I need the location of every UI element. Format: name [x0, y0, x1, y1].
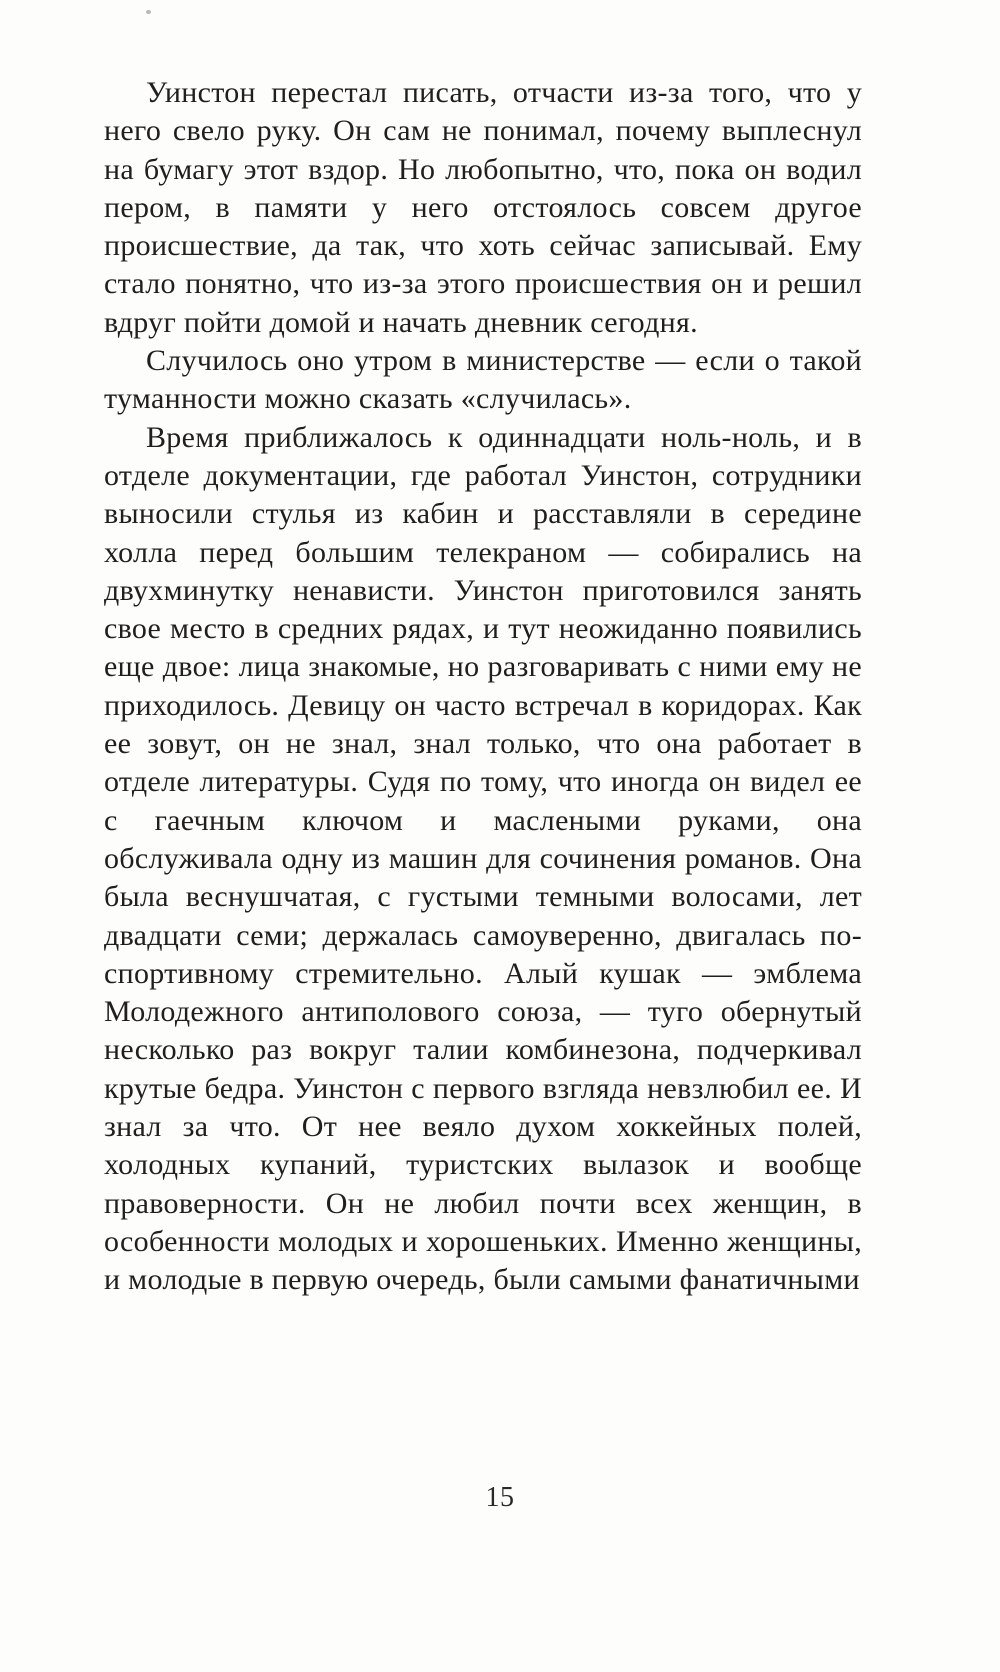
page-number: 15 — [485, 1482, 515, 1513]
paragraph: Время приближалось к одиннадцати ноль-ноль, и в отделе документации, где работал Уинстон, сотрудники выносили стулья из кабин и расставляли в середине холла перед большим телекраном — собирались на двухминутку ненависти. Уинстон приготовился занять свое место в средних рядах, и тут неожиданно появились еще двое: лица знакомые, но разговаривать с ними ему не приходилось. Девицу он часто встречал в коридорах. Как ее зовут, он не знал, знал только, что она работает в отделе литературы. Судя по тому, что иногда он видел ее с гаечным ключом и маслеными руками, она обслуживала одну из машин для сочинения романов. Она была веснушчатая, с густыми темными волосами, лет двадцати семи; держалась самоуверенно, двигалась по-спортивному стремительно. Алый кушак — эмблема Молодежного антиполового союза, — туго обернутый несколько раз вокруг талии комбинезона, подчеркивал крутые бедра. Уинстон с первого взгляда невзлюбил ее. И знал за что. От нее веяло духом хоккейных полей, холодных купаний, туристских вылазок и вообще правоверности. Он не любил почти всех женщин, в особенности молодых и хорошеньких. Именно женщины, и молодые в первую очередь, были самыми фанатичными — [104, 420, 862, 1297]
paragraph: Уинстон перестал писать, отчасти из-за того, что у него свело руку. Он сам не понимал, почему выплеснул на бумагу этот вздор. Но любопытно, что, пока он водил пером, в памяти у него отстоялось совсем другое происшествие, да так, что хоть сейчас записывай. Ему стало понятно, что из-за этого происшествия он и решил вдруг пойти домой и начать дневник сегодня. — [104, 76, 862, 339]
paragraph: Случилось оно утром в министерстве — если о такой туманности можно сказать «случилась». — [104, 344, 862, 416]
page-text-block — [104, 74, 862, 1300]
scan-speck — [146, 10, 151, 14]
